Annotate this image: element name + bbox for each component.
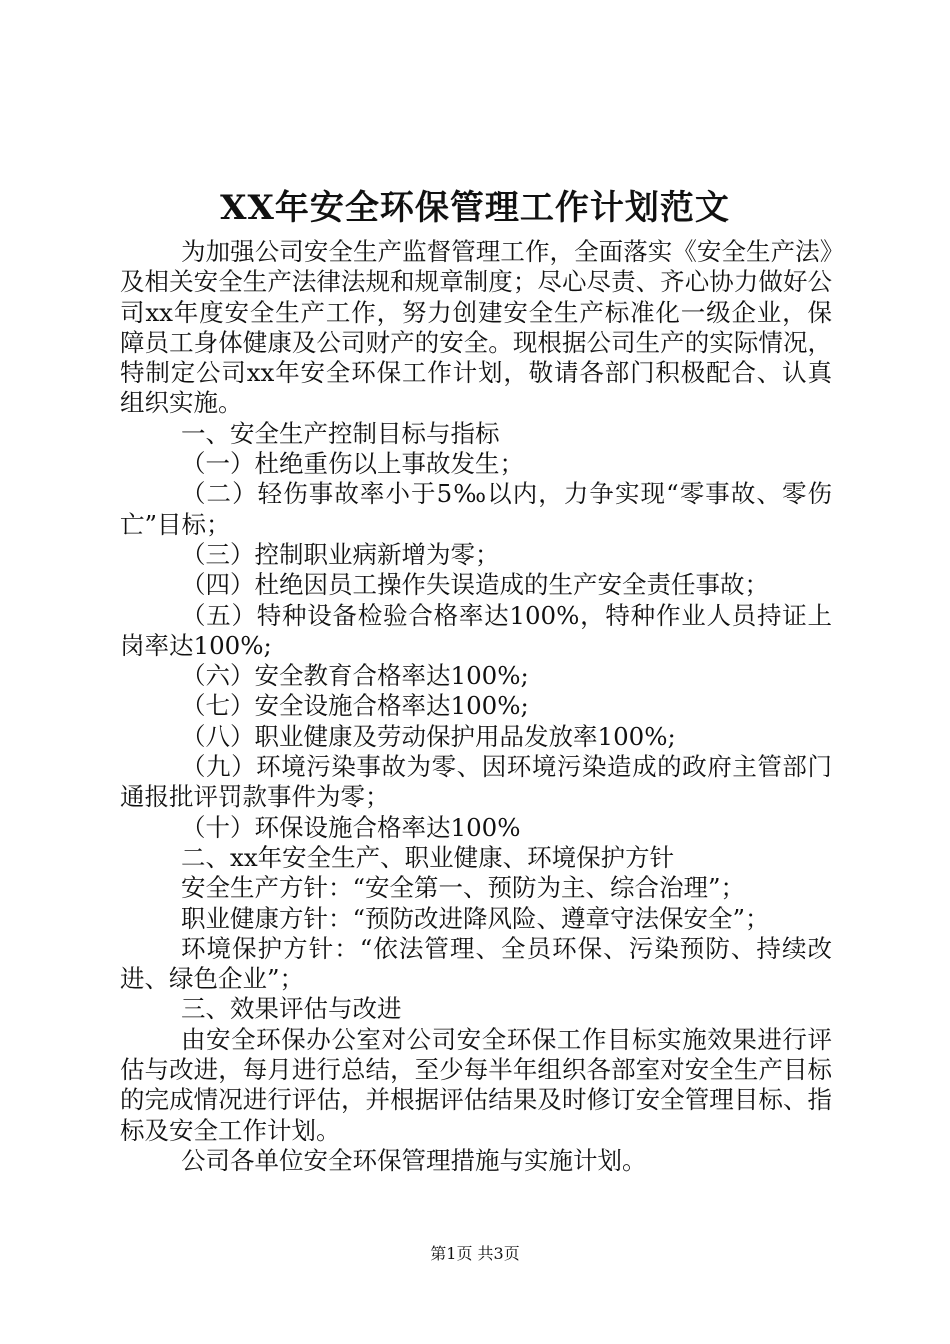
page-number-footer: 第1页 共3页 (430, 1244, 520, 1263)
closing-paragraph: 公司各单位安全环保管理措施与实施计划。 (181, 1145, 647, 1175)
list-item: （五）特种设备检验合格率达100%，特种作业人员持证上岗率达100%; (120, 600, 832, 660)
list-item: （三）控制职业病新增为零； (181, 539, 500, 569)
list-item: （十）环保设施合格率达100% (181, 812, 521, 842)
document-body (120, 237, 832, 1176)
section-heading-2: 二、xx年安全生产、职业健康、环境保护方针 (181, 842, 675, 872)
list-item: （一）杜绝重伤以上事故发生； (181, 449, 524, 479)
list-item: （九）环境污染事故为零、因环境污染造成的政府主管部门通报批评罚款事件为零； (120, 752, 832, 812)
intro-paragraph: 为加强公司安全生产监督管理工作，全面落实《安全生产法》及相关安全生产法律法规和规章制度；尽心尽责、齐心协力做好公司xx年度安全生产工作，努力创建安全生产标准化一级企业，保障员工身体健康及公司财产的安全。现根据公司生产的实际情况，特制定公司xx年安全环保工作计划，敬请各部门积极配合、认真组织实施。 (120, 237, 832, 418)
section-heading-1: 一、安全生产控制目标与指标 (181, 418, 500, 448)
list-item: （二）轻伤事故率小于5‰以内，力争实现“零事故、零伤亡”目标； (120, 479, 832, 539)
section-heading-3: 三、效果评估与改进 (181, 994, 402, 1024)
list-item: （八）职业健康及劳动保护用品发放率100%; (181, 721, 676, 751)
list-item: （七）安全设施合格率达100%; (181, 691, 529, 721)
policy-line: 环境保护方针：“依法管理、全员环保、污染预防、持续改进、绿色企业”； (120, 933, 832, 994)
policy-line: 职业健康方针：“预防改进降风险、遵章守法保安全”； (181, 903, 770, 933)
list-item: （四）杜绝因员工操作失误造成的生产安全责任事故； (181, 570, 769, 600)
evaluation-paragraph: 由安全环保办公室对公司安全环保工作目标实施效果进行评估与改进，每月进行总结，至少每半年组织各部室对安全生产目标的完成情况进行评估，并根据评估结果及时修订安全管理目标、指标及安全工作计划。 (120, 1024, 832, 1145)
policy-line: 安全生产方针：“安全第一、预防为主、综合治理”； (181, 873, 746, 903)
list-item: （六）安全教育合格率达100%; (181, 661, 529, 691)
document-title: XX年安全环保管理工作计划范文 (220, 188, 730, 228)
